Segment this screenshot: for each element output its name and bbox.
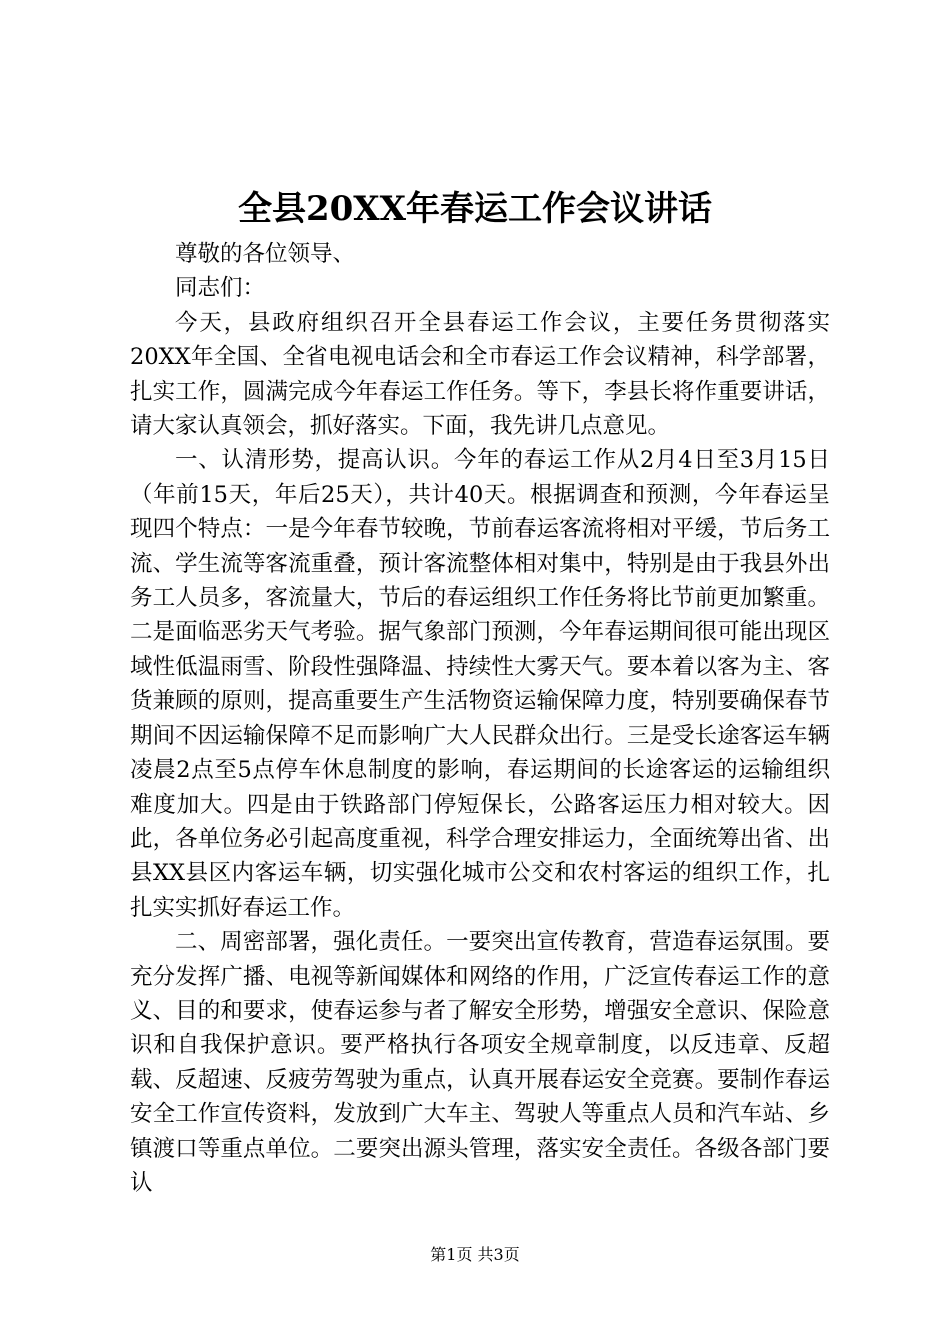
salutation-line-1: 尊敬的各位领导、 xyxy=(175,241,356,267)
paragraph-section-2: 二、周密部署，强化责任。一要突出宣传教育，营造春运氛围。要充分发挥广播、电视等新闻媒体和网络的作用，广泛宣传春运工作的意义、目的和要求，使春运参与者了解安全形势，增强安全意识、保险意识和自我保护意识。要严格执行各项安全规章制度，以反违章、反超载、反超速、反疲劳驾驶为重点，认真开展春运安全竞赛。要制作春运安全工作宣传资料，发放到广大车主、驾驶人等重点人员和汽车站、乡镇渡口等重点单位。二要突出源头管理，落实安全责任。各级各部门要认 xyxy=(130,929,830,1196)
page-footer: 第1页 共3页 xyxy=(430,1245,520,1264)
paragraph-intro: 今天，县政府组织召开全县春运工作会议，主要任务贯彻落实20XX年全国、全省电视电话会和全市春运工作会议精神，科学部署，扎实工作，圆满完成今年春运工作任务。等下，李县长将作重要讲话，请大家认真领会，抓好落实。下面，我先讲几点意见。 xyxy=(130,309,830,440)
document-body xyxy=(130,237,830,1200)
salutation-line-2: 同志们： xyxy=(175,275,266,302)
paragraph-section-1: 一、认清形势，提高认识。今年的春运工作从2月4日至3月15日（年前15天，年后25天），共计40天。根据调查和预测，今年春运呈现四个特点：一是今年春节较晚，节前春运客流将相对平缓，节后务工流、学生流等客流重叠，预计客流整体相对集中，特别是由于我县外出务工人员多，客流量大，节后的春运组织工作任务将比节前更加繁重。二是面临恶劣天气考验。据气象部门预测，今年春运期间很可能出现区域性低温雨雪、阶段性强降温、持续性大雾天气。要本着以客为主、客货兼顾的原则，提高重要生产生活物资运输保障力度，特别要确保春节期间不因运输保障不足而影响广大人民群众出行。三是受长途客运车辆凌晨2点至5点停车休息制度的影响，春运期间的长途客运的运输组织难度加大。四是由于铁路部门停短保长，公路客运压力相对较大。因此，各单位务必引起高度重视，科学合理安排运力，全面统筹出省、出县XX县区内客运车辆，切实强化城市公交和农村客运的组织工作，扎扎实实抓好春运工作。 xyxy=(130,447,830,921)
document-title: 全县20XX年春运工作会议讲话 xyxy=(237,189,713,229)
